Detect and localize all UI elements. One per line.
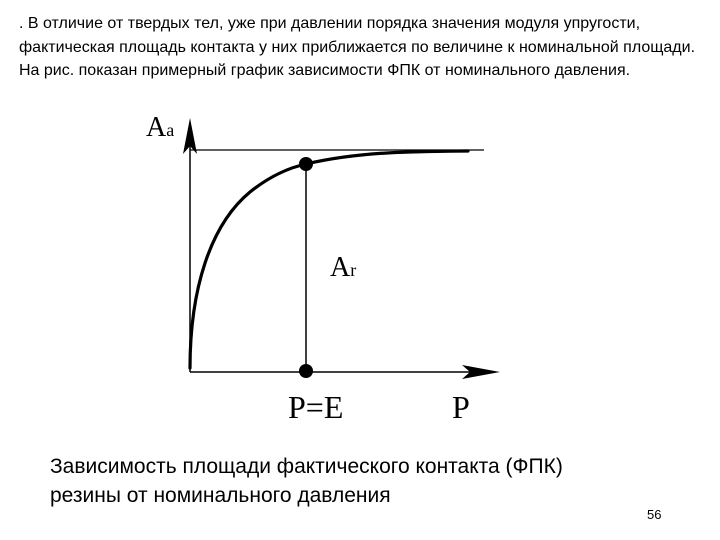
marker-label: P=E	[288, 389, 344, 425]
region-label	[330, 252, 356, 283]
intro-paragraph: . В отличие от твердых тел, уже при давлении порядка значения модуля упругости, фактическая площадь контакта у них приближается по величине к номинальной площади. На рис. показан примерный график зависимости ФПК от номинального давления.	[19, 15, 696, 79]
figure-caption	[50, 452, 690, 510]
page-number: 56	[647, 507, 662, 522]
x-axis-label: P	[452, 389, 470, 425]
curve-point-dot	[299, 157, 313, 171]
caption-line-2: резины от номинального давления	[50, 484, 391, 507]
y-axis-label	[146, 112, 174, 143]
region-label-main: A	[330, 252, 351, 283]
contact-area-curve	[190, 151, 468, 368]
y-axis-label-main: A	[146, 112, 167, 143]
caption-line-1: Зависимость площади фактического контакта (ФПК)	[50, 455, 563, 478]
axis-point-dot	[299, 364, 313, 378]
region-label-subscript: r	[350, 260, 357, 280]
y-axis-label-subscript: a	[166, 120, 175, 140]
